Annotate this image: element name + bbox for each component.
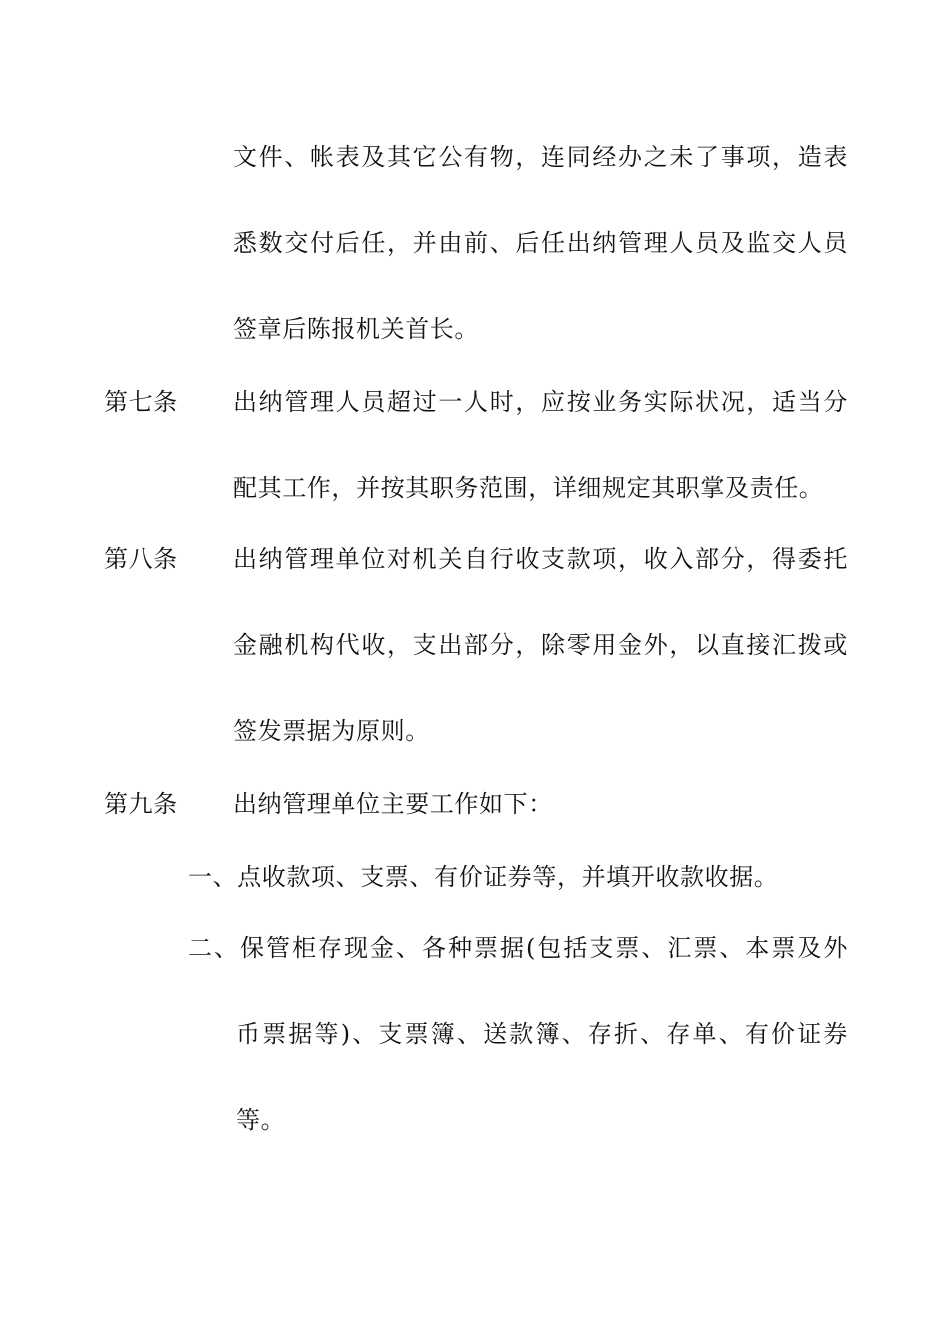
article-9-label: 第九条 [104,790,178,818]
article-7-line-2: 配其工作，并按其职务范围，详细规定其职掌及责任。 [233,474,824,502]
continuation-line-3: 签章后陈报机关首长。 [233,315,479,343]
article-8-line-1: 出纳管理单位对机关自行收支款项，收入部分，得委托 [233,545,848,573]
item-2-line-2: 币票据等)、支票簿、送款簿、存折、存单、有价证券 [236,1020,848,1048]
article-8-line-3: 签发票据为原则。 [233,717,430,745]
item-2-line-3: 等。 [236,1106,286,1134]
article-7-line-1: 出纳管理人员超过一人时，应按业务实际状况，适当分 [233,388,848,416]
continuation-line-1: 文件、帐表及其它公有物，连同经办之未了事项，造表 [233,143,848,171]
article-8-label: 第八条 [104,545,178,573]
article-9-line-1: 出纳管理单位主要工作如下： [233,790,553,818]
continuation-line-2: 悉数交付后任，并由前、后任出纳管理人员及监交人员 [233,229,848,257]
item-2-line-1: 二、保管柜存现金、各种票据(包括支票、汇票、本票及外 [188,934,848,962]
article-7-label: 第七条 [104,388,178,416]
article-8-line-2: 金融机构代收，支出部分，除零用金外，以直接汇拨或 [233,631,848,659]
item-1-line-1: 一、点收款项、支票、有价证券等，并填开收款收据。 [188,863,779,891]
